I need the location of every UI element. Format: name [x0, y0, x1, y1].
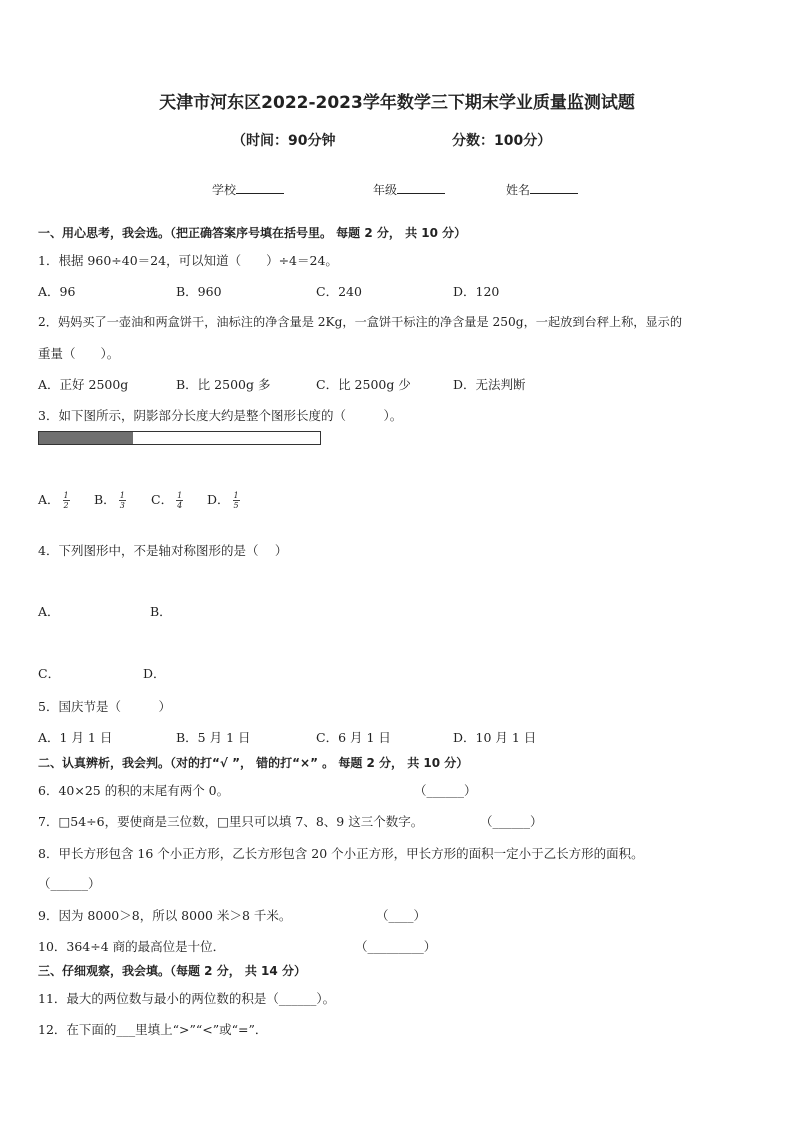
q10-answer-blank[interactable]: （_________）	[355, 939, 437, 954]
school-field	[212, 181, 284, 198]
section-2-heading: 二、认真辨析，我会判。（对的打“√ ”， 错的打“×” 。 每题 2 分， 共 10 分）	[38, 756, 469, 770]
q5-option-a: A．1 月 1 日	[38, 730, 113, 745]
name-field	[506, 181, 578, 198]
q1-option-d: D．120	[453, 284, 500, 299]
question-10: 10．364÷4 商的最高位是十位．	[38, 939, 226, 954]
exam-score: 分数：100分）	[452, 133, 552, 149]
q5-option-c: C．6 月 1 日	[316, 730, 391, 745]
q4-option-d: D．	[143, 666, 166, 681]
question-3: 3．如下图所示，阴影部分长度大约是整个图形长度的（ ）。	[38, 408, 403, 423]
q3-shaded-part	[39, 432, 133, 444]
q3-option-b: B． $\frac{1}{3}$	[94, 491, 125, 510]
q2-option-a: A．正好 2500g	[38, 377, 129, 392]
q2-option-b: B．比 2500g 多	[176, 377, 271, 392]
grade-blank[interactable]	[397, 181, 445, 194]
question-2-line-2: 重量（ ）。	[38, 346, 120, 361]
q2-option-d: D．无法判断	[453, 377, 526, 392]
school-label: 学校	[212, 183, 237, 197]
question-2-line-1: 2．妈妈买了一壶油和两盒饼干，油标注的净含量是 2Kg，一盒饼干标注的净含量是 250g，一起放到台秤上称，显示的	[38, 315, 683, 329]
name-blank[interactable]	[530, 181, 578, 194]
q3-option-a: A． $\frac{1}{2}$	[38, 491, 69, 510]
q2-option-c: C．比 2500g 少	[316, 377, 411, 392]
question-9: 9．因为 8000＞8，所以 8000 米＞8 千米。	[38, 908, 292, 923]
section-1-heading: 一、用心思考，我会选。（把正确答案序号填在括号里。 每题 2 分， 共 10 分）	[38, 226, 467, 240]
question-11: 11．最大的两位数与最小的两位数的积是（______）。	[38, 991, 336, 1006]
q4-option-a: A．	[38, 604, 60, 619]
q6-answer-blank[interactable]: （______）	[414, 783, 477, 798]
question-12: 12．在下面的___里填上“>”“<”或“=”．	[38, 1022, 268, 1037]
q9-answer-blank[interactable]: （____）	[376, 908, 427, 923]
q1-option-a: A．96	[38, 284, 76, 299]
q7-answer-blank[interactable]: （______）	[480, 814, 543, 829]
question-7: 7．□54÷6，要使商是三位数，□里只可以填 7、8、9 这三个数字。	[38, 814, 424, 829]
question-6: 6．40×25 的积的末尾有两个 0。	[38, 783, 230, 798]
page-title: 天津市河东区2022-2023学年数学三下期末学业质量监测试题	[159, 93, 635, 113]
school-blank[interactable]	[236, 181, 284, 194]
q1-option-c: C．240	[316, 284, 362, 299]
section-3-heading: 三、仔细观察，我会填。（每题 2 分， 共 14 分）	[38, 964, 306, 978]
exam-time: （时间：90分钟	[232, 133, 336, 149]
q3-option-d: D． $\frac{1}{5}$	[207, 491, 239, 510]
q5-option-d: D．10 月 1 日	[453, 730, 537, 745]
question-8: 8．甲长方形包含 16 个小正方形，乙长方形包含 20 个小正方形，甲长方形的面积一定小于乙长方形的面积。	[38, 846, 644, 861]
q1-option-b: B．960	[176, 284, 222, 299]
grade-label: 年级	[373, 183, 398, 197]
question-4: 4．下列图形中，不是轴对称图形的是（ ）	[38, 543, 288, 558]
name-label: 姓名	[506, 183, 531, 197]
q5-option-b: B．5 月 1 日	[176, 730, 251, 745]
q8-answer-blank[interactable]: （______）	[38, 876, 101, 891]
q3-length-bar	[38, 431, 321, 445]
q4-option-c: C．	[38, 666, 61, 681]
question-5: 5．国庆节是（ ）	[38, 699, 171, 714]
q3-option-c: C． $\frac{1}{4}$	[151, 491, 183, 510]
q4-option-b: B．	[150, 604, 172, 619]
grade-field	[373, 181, 445, 198]
question-1: 1．根据 960÷40＝24，可以知道（ ）÷4＝24。	[38, 253, 338, 268]
